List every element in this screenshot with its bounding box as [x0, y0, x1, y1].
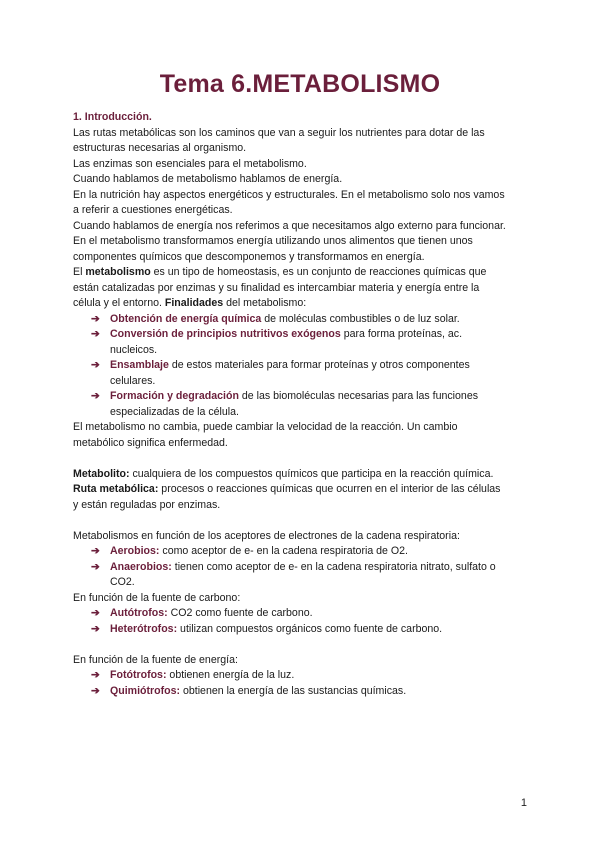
list-item: ➔ Obtención de energía química de moléculas combustibles o de luz solar.	[73, 312, 533, 328]
intro-line: a referir a cuestiones energéticas.	[73, 204, 233, 216]
intro-line: Cuando hablamos de energía nos referimos a que necesitamos algo externo para funcionar.	[73, 219, 506, 232]
list-item: ➔ Autótrofos: CO2 como fuente de carbono.	[73, 606, 533, 622]
list-item: ➔ Fotótrofos: obtienen energía de la luz.	[73, 668, 533, 684]
spacer	[73, 637, 533, 653]
arrow-right-icon: ➔	[91, 560, 100, 573]
arrow-right-icon: ➔	[91, 545, 100, 557]
document-body	[73, 110, 533, 699]
metabolismo-definition-line: están catalizadas por enzimas y su finalidad es intercambiar materia y energía entre la	[73, 281, 480, 294]
section-heading-introduccion: 1. Introducción.	[73, 111, 152, 123]
list-item: ➔ Aerobios: como aceptor de e- en la cadena respiratoria de O2.	[73, 544, 533, 560]
arrow-right-icon: ➔	[91, 669, 100, 681]
intro-line: Cuando hablamos de metabolismo hablamos de energía.	[73, 173, 343, 185]
page-title: Tema 6.METABOLISMO	[159, 70, 441, 98]
arrow-right-icon: ➔	[91, 390, 100, 402]
list-item: ➔ Anaerobios: tienen como aceptor de e- en la cadena respiratoria nitrato, sulfato o CO2.	[91, 560, 496, 588]
finalidades-term: Finalidades	[164, 297, 224, 309]
energia-heading: En función de la fuente de energía:	[73, 653, 238, 666]
page-number: 1	[520, 797, 527, 809]
arrow-right-icon: ➔	[91, 359, 100, 371]
ruta-definition-line: y están reguladas por enzimas.	[73, 498, 221, 511]
list-item: ➔ Heterótrofos: utilizan compuestos orgánicos como fuente de carbono.	[73, 622, 533, 638]
intro-line: Las enzimas son esenciales para el metabolismo.	[73, 157, 307, 170]
closing-line: metabólico significa enfermedad.	[73, 436, 228, 449]
intro-line: En la nutrición hay aspectos energéticos y estructurales. En el metabolismo solo nos vamos	[73, 188, 505, 201]
arrow-right-icon: ➔	[91, 328, 100, 340]
aceptores-list	[73, 544, 533, 591]
metabolismo-term: metabolismo	[85, 266, 151, 278]
carbono-list	[73, 606, 533, 637]
aceptores-heading: Metabolismos en función de los aceptores de electrones de la cadena respiratoria:	[73, 529, 460, 542]
list-item: ➔ Conversión de principios nutritivos exógenos para forma proteínas, ac. nucleicos.	[91, 328, 463, 356]
arrow-right-icon: ➔	[91, 607, 100, 619]
arrow-right-icon: ➔	[91, 684, 100, 697]
metabolito-definition: Metabolito: cualquiera de los compuestos químicos que participa en la reacción química.	[73, 467, 494, 480]
energia-list	[73, 668, 533, 699]
list-item: ➔ Quimiótrofos: obtienen la energía de las sustancias químicas.	[73, 684, 533, 700]
spacer	[73, 513, 533, 529]
arrow-right-icon: ➔	[91, 312, 100, 325]
spacer	[73, 451, 533, 467]
metabolismo-definition-line: célula y el entorno. Finalidades del metabolismo:	[73, 297, 307, 309]
intro-line: Las rutas metabólicas son los caminos que van a seguir los nutrientes para dotar de las	[73, 126, 485, 139]
intro-line: estructuras necesarias al organismo.	[73, 142, 247, 154]
finalidades-list	[73, 312, 533, 421]
carbono-heading: En función de la fuente de carbono:	[73, 591, 241, 604]
closing-line: El metabolismo no cambia, puede cambiar la velocidad de la reacción. Un cambio	[73, 421, 458, 433]
arrow-right-icon: ➔	[91, 622, 100, 635]
list-item: ➔ Ensamblaje de estos materiales para formar proteínas y otros componentes celulares.	[91, 359, 470, 387]
intro-line: En el metabolismo transformamos energía utilizando unos alimentos que tienen unos	[73, 235, 473, 247]
list-item: ➔ Formación y degradación de las biomoléculas necesarias para las funciones especializadas de la célula.	[91, 390, 479, 418]
metabolismo-definition: El metabolismo es un tipo de homeostasis, es un conjunto de reacciones químicas que	[73, 266, 487, 278]
ruta-definition: Ruta metabólica: procesos o reacciones químicas que ocurren en el interior de las células	[73, 483, 501, 495]
intro-line: componentes químicos que descomponemos y transformamos en energía.	[73, 250, 425, 263]
